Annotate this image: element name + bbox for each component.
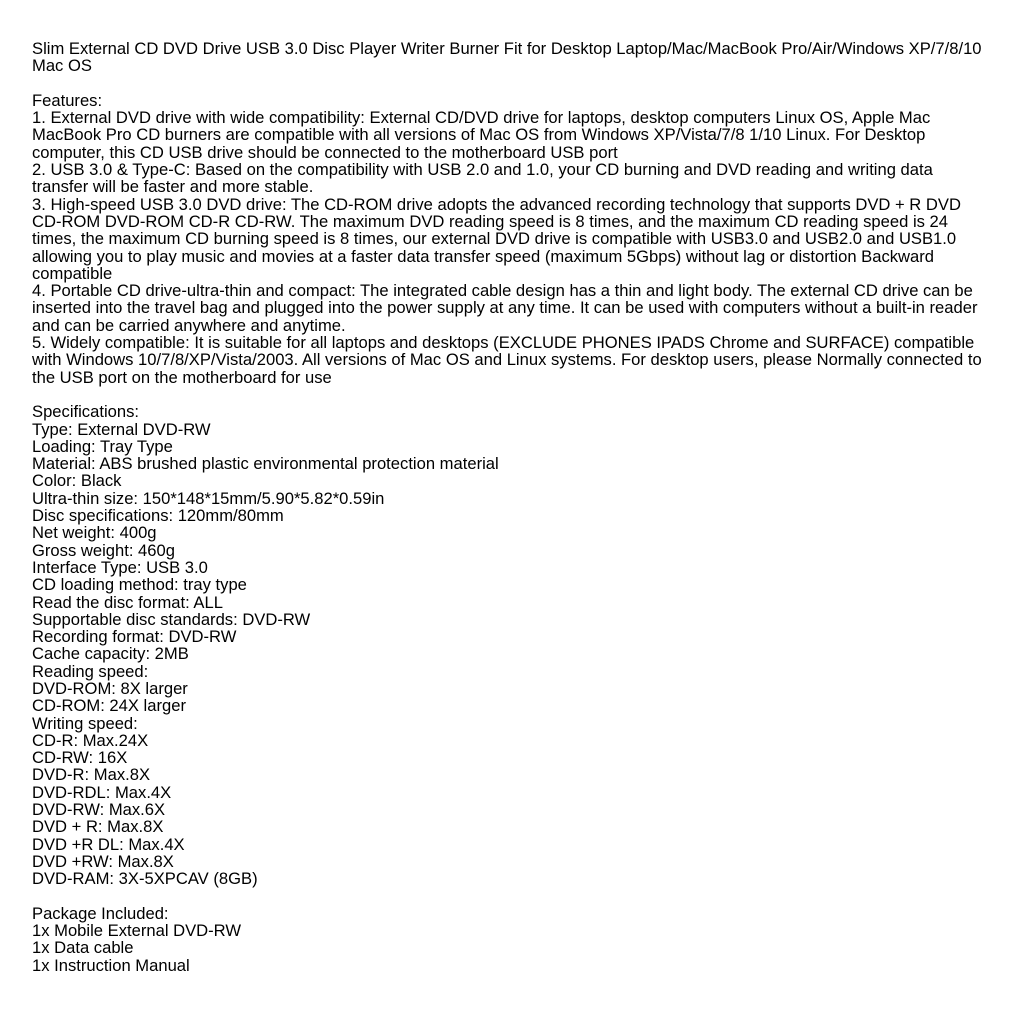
feature-item: 4. Portable CD drive-ultra-thin and compact: The integrated cable design has a thin and light body. The external CD drive can be inserted into the travel bag and plugged into the power supply at any time. It can be used with computers without a built-in reader and can be carried anywhere and anytime. — [32, 281, 983, 335]
spec-item: Read the disc format: ALL — [32, 592, 223, 612]
specifications-heading: Specifications: — [32, 402, 139, 422]
title-section — [32, 40, 992, 75]
product-title: Slim External CD DVD Drive USB 3.0 Disc Player Writer Burner Fit for Desktop Laptop/Mac/MacBook Pro/Air/Windows XP/7/8/10 Mac OS — [32, 39, 987, 76]
spec-item: CD-R: Max.24X — [32, 730, 149, 750]
spacer — [32, 888, 992, 905]
spec-item: CD-ROM: 24X larger — [32, 696, 186, 716]
feature-item: 1. External DVD drive with wide compatibility: External CD/DVD drive for laptops, desktop computers Linux OS, Apple Mac MacBook Pro CD burners are compatible with all versions of Mac OS from Windows XP/Vista/7/8 1/10 Linux. For Desktop computer, this CD USB drive should be connected to the motherboard USB port — [32, 108, 935, 162]
spec-item: DVD-R: Max.8X — [32, 765, 151, 785]
spec-item: Supportable disc standards: DVD-RW — [32, 609, 311, 629]
spacer — [32, 75, 992, 92]
package-item: 1x Instruction Manual — [32, 955, 190, 975]
features-heading: Features: — [32, 90, 103, 110]
package-section — [32, 905, 992, 974]
features-section — [32, 92, 992, 386]
spec-item: Net weight: 400g — [32, 523, 157, 543]
specifications-section — [32, 403, 992, 887]
spec-item: CD loading method: tray type — [32, 575, 247, 595]
package-item: 1x Data cable — [32, 938, 134, 958]
feature-item: 5. Widely compatible: It is suitable for all laptops and desktops (EXCLUDE PHONES IPADS Chrome and SURFACE) compatible with Windows 10/7/8/XP/Vista/2003. All versions of Mac OS and Linux systems. For desktop users, please Normally connected to the USB port on the motherboard for use — [32, 333, 987, 387]
spec-item: DVD-RDL: Max.4X — [32, 782, 172, 802]
spec-item: DVD-RAM: 3X-5XPCAV (8GB) — [32, 869, 258, 889]
spacer — [32, 386, 992, 403]
feature-item: 2. USB 3.0 & Type-C: Based on the compatibility with USB 2.0 and 1.0, your CD burning and DVD reading and writing data transfer will be faster and more stable. — [32, 160, 938, 197]
spec-item: Cache capacity: 2MB — [32, 644, 189, 664]
spec-item: Ultra-thin size: 150*148*15mm/5.90*5.82*0.59in — [32, 488, 385, 508]
spec-item: Disc specifications: 120mm/80mm — [32, 506, 284, 526]
package-heading: Package Included: — [32, 903, 169, 923]
feature-item: 3. High-speed USB 3.0 DVD drive: The CD-ROM drive adopts the advanced recording technology that supports DVD + R DVD CD-ROM DVD-ROM CD-R CD-RW. The maximum DVD reading speed is 8 times, and the maximum CD reading speed is 24 times, the maximum CD burning speed is 8 times, our external DVD drive is compatible with USB3.0 and USB2.0 and USB1.0 allowing you to play music and movies at a faster data transfer speed (maximum 5Gbps) without lag or distortion Backward compatible — [32, 194, 966, 283]
spec-item: Gross weight: 460g — [32, 540, 175, 560]
spec-item: Writing speed: — [32, 713, 138, 733]
spec-item: DVD-ROM: 8X larger — [32, 678, 188, 698]
spec-item: Reading speed: — [32, 661, 149, 681]
spec-item: Recording format: DVD-RW — [32, 627, 237, 647]
spec-item: DVD +RW: Max.8X — [32, 851, 174, 871]
spec-item: Material: ABS brushed plastic environmental protection material — [32, 454, 499, 474]
spec-item: Loading: Tray Type — [32, 436, 173, 456]
package-item: 1x Mobile External DVD-RW — [32, 921, 242, 941]
product-description-document — [32, 40, 992, 974]
spec-item: DVD + R: Max.8X — [32, 817, 164, 837]
spec-item: Interface Type: USB 3.0 — [32, 557, 208, 577]
spec-item: CD-RW: 16X — [32, 748, 128, 768]
spec-item: DVD +R DL: Max.4X — [32, 834, 185, 854]
spec-item: Color: Black — [32, 471, 122, 491]
spec-item: Type: External DVD-RW — [32, 419, 211, 439]
spec-item: DVD-RW: Max.6X — [32, 800, 166, 820]
